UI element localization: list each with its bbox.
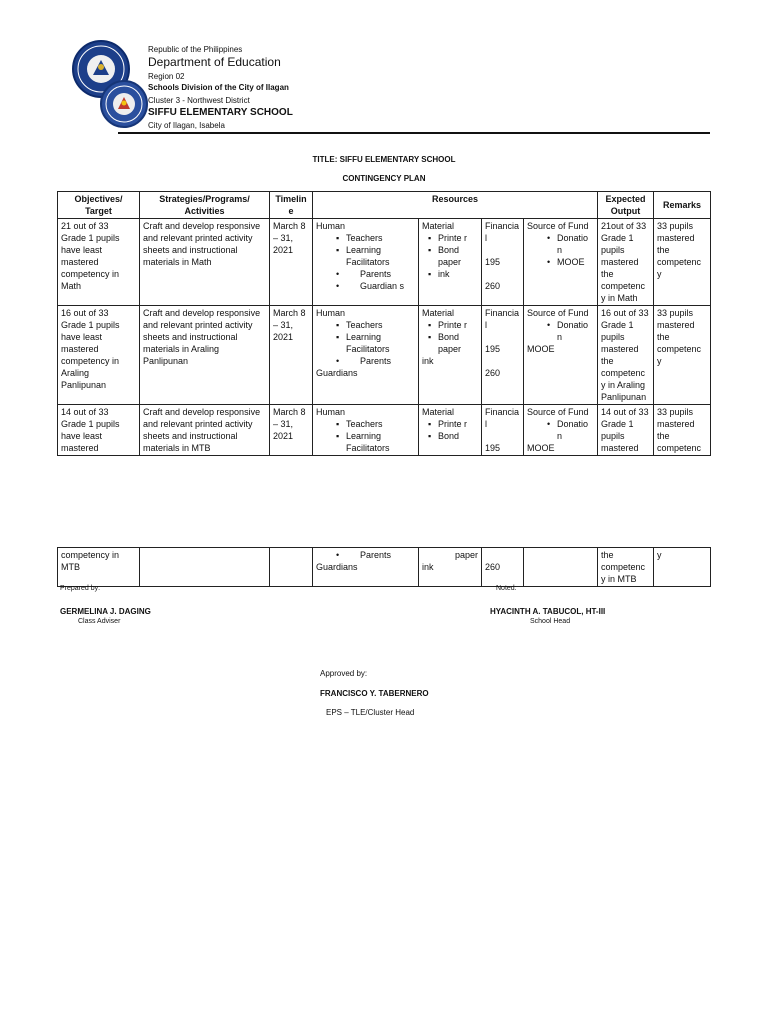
row1-fin-value: 260 [485,281,501,291]
table-row [58,219,711,306]
row3-human-label: Human [316,407,346,417]
cont-material [419,548,482,587]
cont-material-tail: ink [422,562,434,572]
header-cluster: Cluster 3 - Northwest District [148,96,250,105]
row3-source [524,405,598,456]
cont-human [313,548,419,587]
cont-material-item: paper [454,550,478,560]
row3-material-item: ▪ Bond [422,430,478,442]
row1-human-subitem-text: Guardian s [360,281,405,291]
row2-objectives: 16 out of 33 Grade 1 pupils have least mastered competency in Araling Panlipunan [58,306,140,405]
row2-source [524,306,598,405]
cont-remarks: y [654,548,711,587]
row1-material-item: ▪ Bond paper [422,244,478,268]
row2-human-tail: Guardians [316,368,358,378]
row3-remarks: 33 pupils mastered the competenc [654,405,711,456]
row1-objectives: 21 out of 33 Grade 1 pupils have least mastered competency in Math [58,219,140,306]
row1-human-item: ▪ Learning Facilitators [316,244,415,268]
row3-source-label: Source of Fund [527,407,589,417]
row3-objectives: 14 out of 33 Grade 1 pupils have least mastered [58,405,140,456]
row1-human-label: Human [316,221,346,231]
row1-human-subitem-text: Parents [360,269,392,279]
preparer-title: Class Adviser [78,618,121,625]
row2-human-item: ▪ Learning Facilitators [316,331,415,355]
row1-source-label: Source of Fund [527,221,589,231]
row3-material-item: ▪ Printe r [422,418,478,430]
row1-strategies: Craft and develop responsive and relevant printed activity sheets and instructional materials in Math [140,219,270,306]
row2-strategies: Craft and develop responsive and relevant printed activity sheets and instructional materials in Araling Panlipunan [140,306,270,405]
approver-title: EPS – TLE/Cluster Head [326,708,415,717]
row2-human-item: ▪ Teachers [316,319,415,331]
row2-financial-label: Financia l [485,308,520,330]
document-subtitle: CONTINGENCY PLAN [342,174,426,183]
header-remarks: Remarks [654,192,711,219]
row1-expected: 21out of 33 Grade 1 pupils mastered the competenc y in Math [598,219,654,306]
row2-material-label: Material [422,308,455,318]
cont-expected: the competenc y in MTB [598,548,654,587]
header-resources: Resources [313,192,598,219]
approved-by-label: Approved by: [320,669,368,678]
row2-human [313,306,419,405]
row1-source-item: • MOOE [527,256,594,268]
cont-human-subitem-text: Parents [360,550,392,560]
row3-financial-label: Financia l [485,407,520,429]
header-department: Department of Education [148,55,281,69]
row1-material [419,219,482,306]
row3-strategies: Craft and develop responsive and relevant printed activity sheets and instructional materials in MTB [140,405,270,456]
row1-human-subitem [316,268,415,280]
cont-strategies [140,548,270,587]
cont-human-subitem [316,549,415,561]
row2-material-item: ▪ Printe r [422,319,478,331]
cont-source [524,548,598,587]
header-objectives: Objectives/ Target [58,192,140,219]
header-location: City of Ilagan, Isabela [148,121,225,130]
header-timeline: Timelin e [270,192,313,219]
table-row [58,548,711,587]
header-divider [118,132,710,134]
row2-human-subitem-text: Parents [360,356,392,366]
row3-source-tail: MOOE [527,443,555,453]
header-region: Region 02 [148,72,185,81]
row2-human-label: Human [316,308,346,318]
cont-objectives: competency in MTB [58,548,140,587]
row1-fin-value: 195 [485,257,501,267]
row1-financial-label: Financia l [485,221,520,243]
row1-human-subitem [316,280,415,292]
row1-material-item: ▪ Printe r [422,232,478,244]
contingency-plan-table [57,191,711,456]
header-expected-output: Expected Output [598,192,654,219]
row1-financial [482,219,524,306]
row1-timeline: March 8 – 31, 2021 [270,219,313,306]
header-school-name: SIFFU ELEMENTARY SCHOOL [148,107,293,118]
row3-fin-value: 195 [485,443,501,453]
row1-human [313,219,419,306]
row2-material [419,306,482,405]
row3-source-item: • Donatio n [527,418,594,442]
header-strategies: Strategies/Programs/ Activities [140,192,270,219]
row2-fin-value: 260 [485,368,501,378]
row3-financial [482,405,524,456]
row2-material-item: ▪ Bond paper [422,331,478,355]
division-seal-logo [100,80,148,128]
row2-expected: 16 out of 33 Grade 1 pupils mastered the competenc y in Araling Panlipunan [598,306,654,405]
header-republic: Republic of the Philippines [148,45,243,54]
row2-source-item: • Donatio n [527,319,594,343]
row3-material-label: Material [422,407,455,417]
row2-fin-value: 195 [485,344,501,354]
continuation-table [57,547,711,587]
noter-title: School Head [530,618,571,625]
cont-timeline [270,548,313,587]
row3-expected: 14 out of 33 Grade 1 pupils mastered [598,405,654,456]
noted-label: Noted: [496,585,517,592]
row3-human [313,405,419,456]
header-division: Schools Division of the City of Ilagan [148,83,289,92]
table-row [58,306,711,405]
row2-source-tail: MOOE [527,344,555,354]
noter-name: HYACINTH A. TABUCOL, HT-III [490,607,606,616]
row3-human-item: ▪ Teachers [316,418,415,430]
row2-timeline: March 8 – 31, 2021 [270,306,313,405]
row1-source-item: • Donatio n [527,232,594,256]
row3-human-item: ▪ Learning Facilitators [316,430,415,454]
row1-human-item: ▪ Teachers [316,232,415,244]
row3-material [419,405,482,456]
cont-fin-value: 260 [485,562,501,572]
approver-name: FRANCISCO Y. TABERNERO [320,689,429,698]
row2-material-tail: ink [422,356,434,366]
preparer-name: GERMELINA J. DAGING [60,607,151,616]
row2-human-subitem [316,355,415,367]
table-header-row [58,192,711,219]
table-row [58,405,711,456]
row2-financial [482,306,524,405]
row1-source [524,219,598,306]
row1-material-label: Material [422,221,455,231]
prepared-by-label: Prepared by: [60,585,101,592]
cont-financial [482,548,524,587]
row1-material-item: ▪ ink [422,268,478,280]
cont-human-tail: Guardians [316,562,358,572]
row1-remarks: 33 pupils mastered the competenc y [654,219,711,306]
document-title: TITLE: SIFFU ELEMENTARY SCHOOL [312,155,456,164]
row3-timeline: March 8 – 31, 2021 [270,405,313,456]
row2-source-label: Source of Fund [527,308,589,318]
row2-remarks: 33 pupils mastered the competenc y [654,306,711,405]
